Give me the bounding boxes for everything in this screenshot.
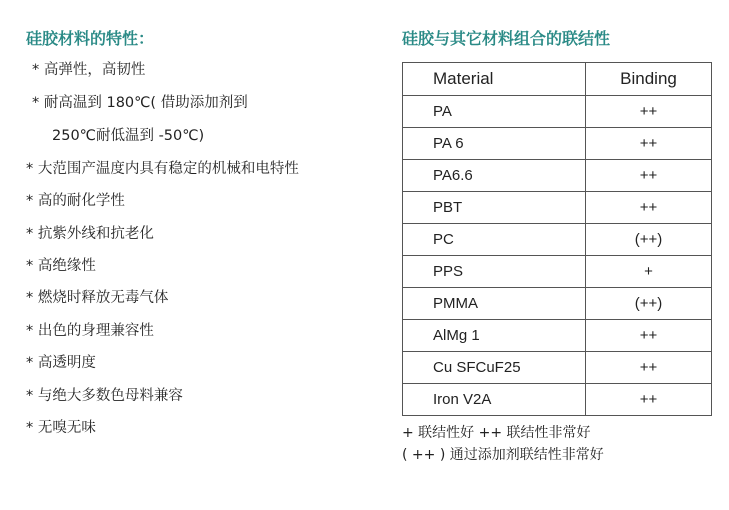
binding-cell: ++ — [586, 160, 712, 192]
property-item: * 高的耐化学性 — [26, 193, 125, 209]
legend-line: ( ++ ) 通过添加剂联结性非常好 — [402, 447, 604, 463]
table-row — [403, 320, 712, 352]
table-row — [403, 128, 712, 160]
property-item: * 高弹性，高韧性 — [32, 62, 146, 78]
binding-cell: ++ — [586, 128, 712, 160]
binding-table — [402, 62, 712, 416]
material-cell: PMMA — [403, 288, 586, 320]
material-cell: PBT — [403, 192, 586, 224]
table-row — [403, 96, 712, 128]
property-item: * 大范围产温度内具有稳定的机械和电特性 — [26, 161, 299, 177]
legend-line: + 联结性好 ++ 联结性非常好 — [402, 425, 591, 441]
material-cell: PA6.6 — [403, 160, 586, 192]
table-row — [403, 288, 712, 320]
binding-cell: ++ — [586, 192, 712, 224]
table-row — [403, 192, 712, 224]
material-cell: AlMg 1 — [403, 320, 586, 352]
column-header-material: Material — [403, 63, 586, 96]
property-item: * 抗紫外线和抗老化 — [26, 226, 154, 242]
binding-cell: ++ — [586, 320, 712, 352]
property-item: * 高透明度 — [26, 355, 96, 371]
column-header-binding: Binding — [586, 63, 712, 96]
binding-heading: 硅胶与其它材料组合的联结性 — [402, 29, 611, 48]
property-item-continuation: 250℃耐低温到 -50℃) — [52, 128, 205, 144]
table-row — [403, 384, 712, 416]
material-cell: PPS — [403, 256, 586, 288]
binding-cell: (++) — [586, 224, 712, 256]
table-row — [403, 256, 712, 288]
table-row — [403, 224, 712, 256]
material-cell: PC — [403, 224, 586, 256]
property-item: * 无嗅无味 — [26, 420, 96, 436]
binding-cell: + — [586, 256, 712, 288]
property-item: * 耐高温到 180℃( 借助添加剂到 — [32, 95, 248, 111]
binding-cell: (++) — [586, 288, 712, 320]
table-header-row — [403, 63, 712, 96]
property-item: * 出色的身理兼容性 — [26, 323, 154, 339]
binding-cell: ++ — [586, 96, 712, 128]
property-item: * 高绝缘性 — [26, 258, 96, 274]
binding-cell: ++ — [586, 352, 712, 384]
property-item: * 燃烧时释放无毒气体 — [26, 290, 169, 306]
table-row — [403, 352, 712, 384]
material-cell: Cu SFCuF25 — [403, 352, 586, 384]
property-item: * 与绝大多数色母料兼容 — [26, 388, 183, 404]
binding-cell: ++ — [586, 384, 712, 416]
material-cell: Iron V2A — [403, 384, 586, 416]
properties-heading: 硅胶材料的特性： — [26, 29, 155, 48]
table-row — [403, 160, 712, 192]
material-cell: PA — [403, 96, 586, 128]
material-cell: PA 6 — [403, 128, 586, 160]
